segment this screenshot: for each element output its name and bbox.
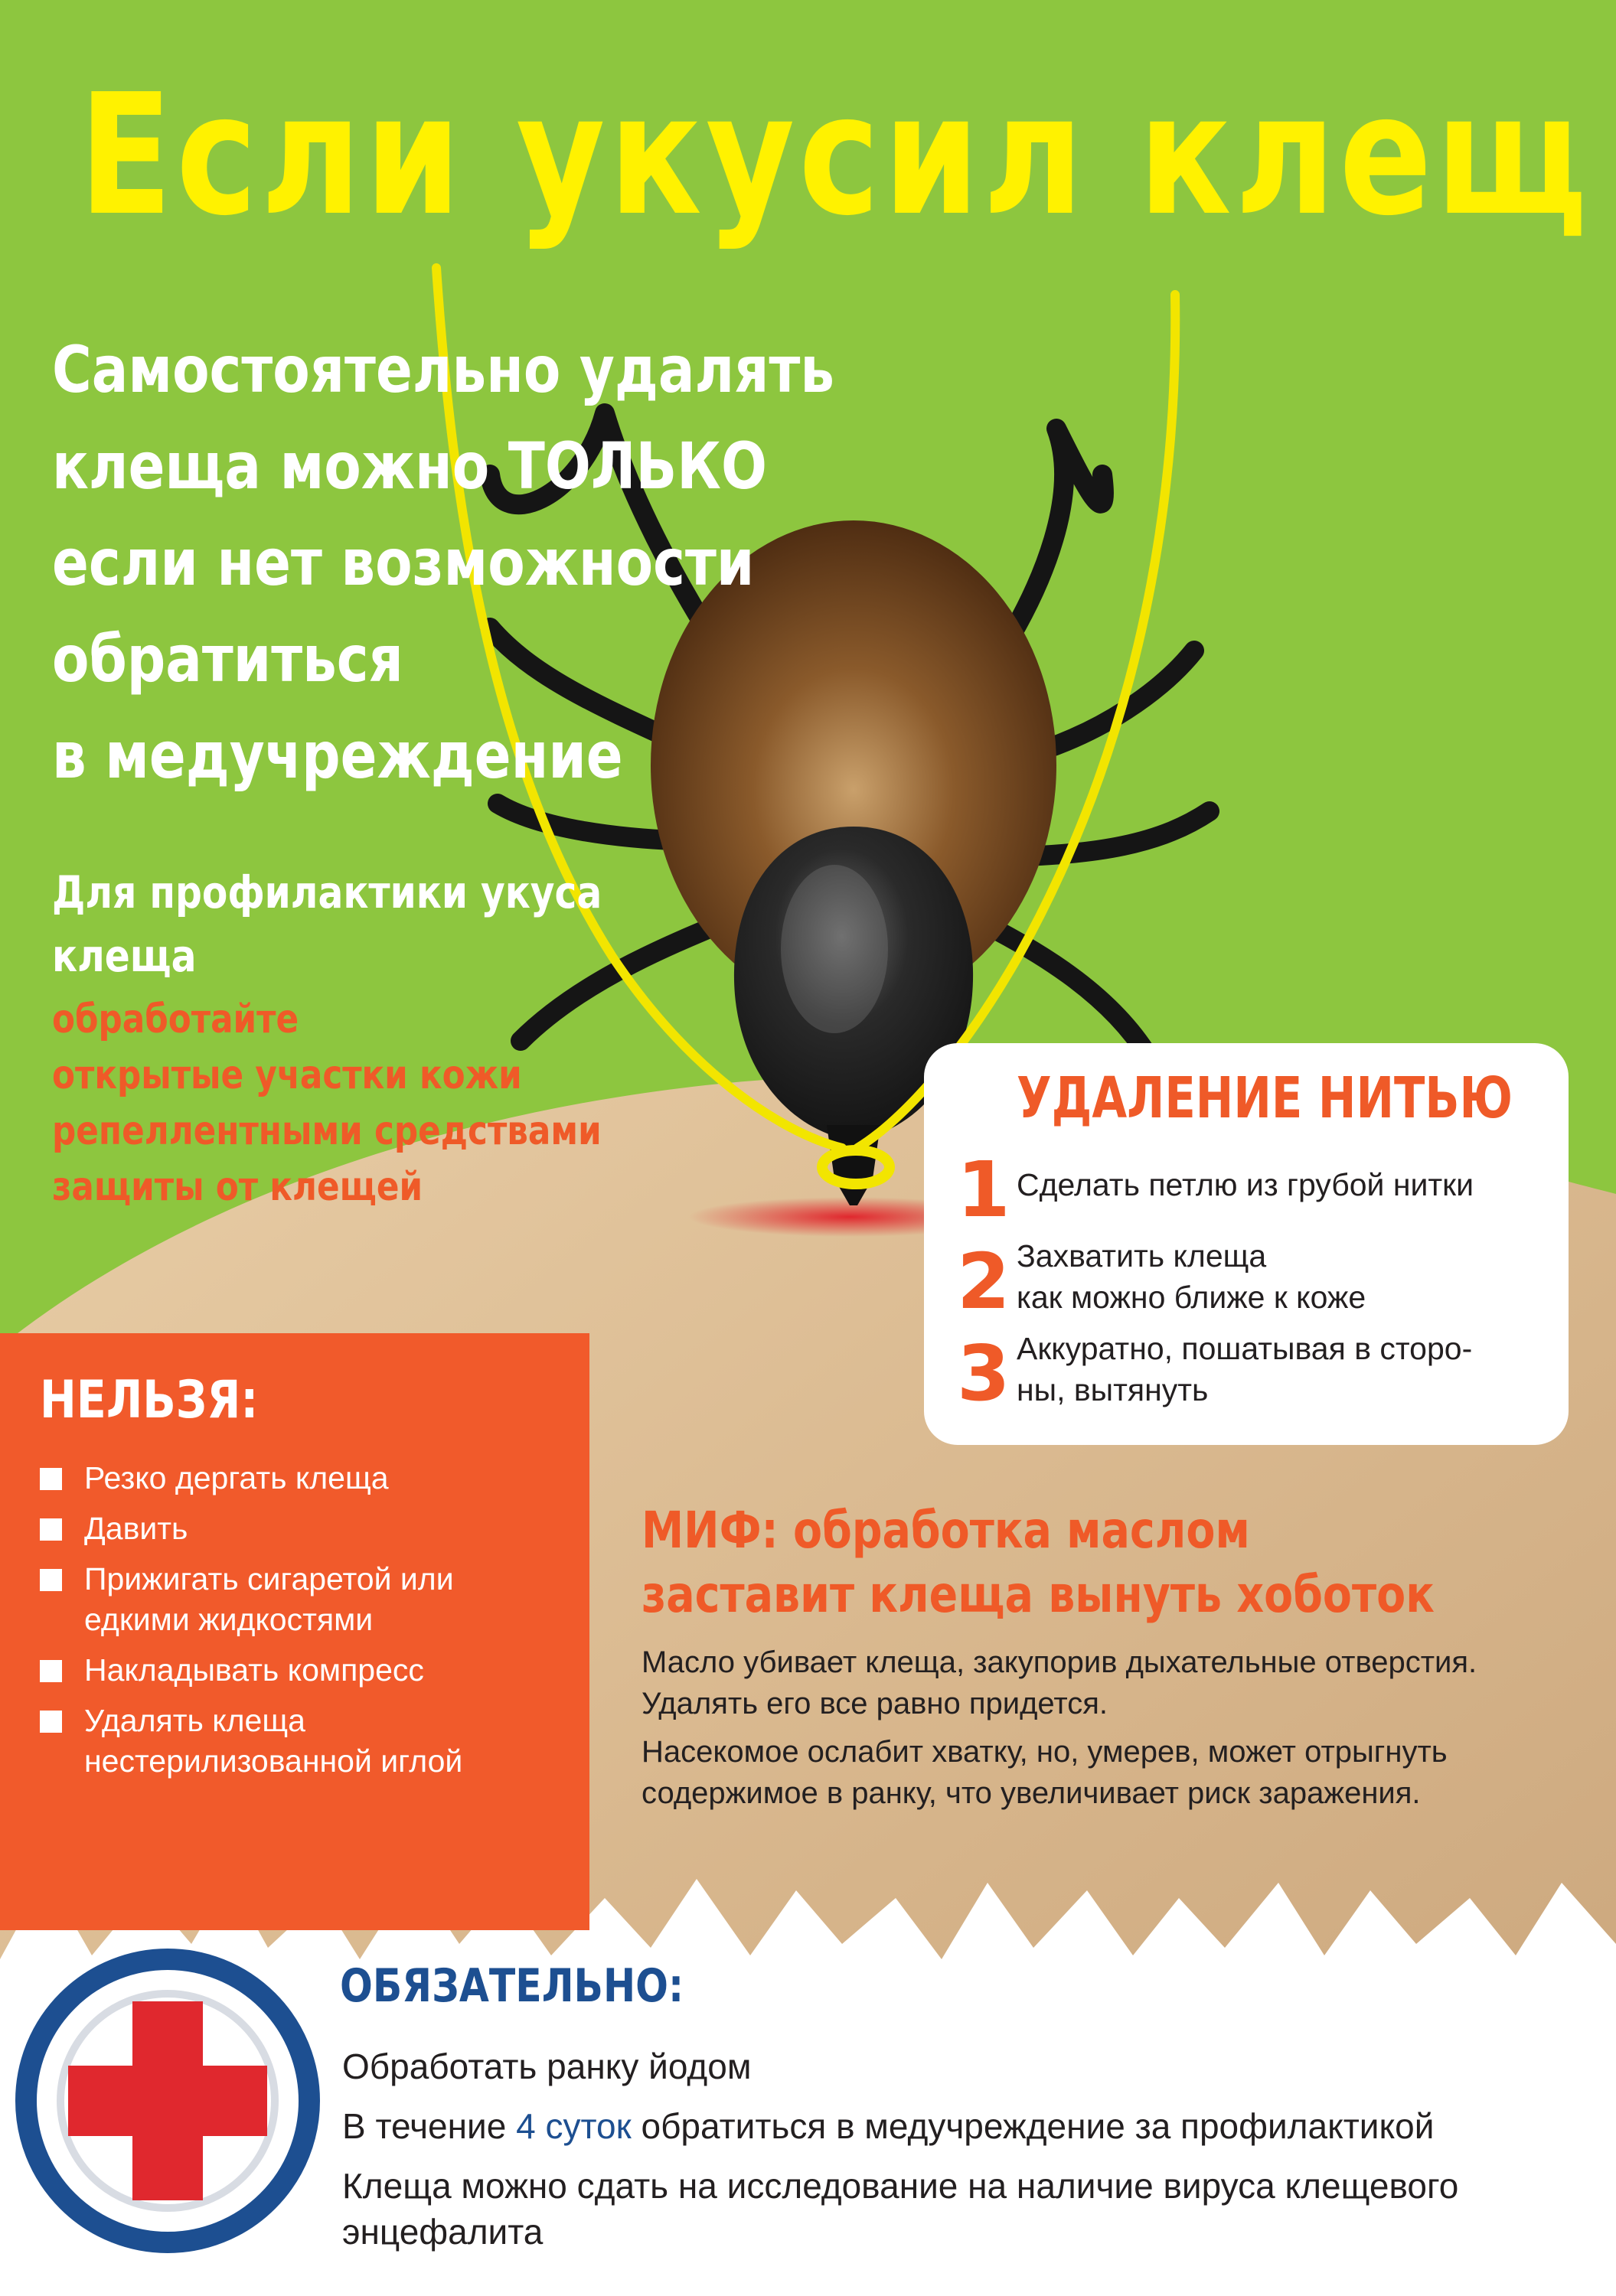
forbidden-item-line: Накладывать компресс xyxy=(84,1652,424,1688)
myth-paragraph xyxy=(642,1642,1591,1724)
myth-heading-line: МИФ: обработка маслом xyxy=(642,1501,1250,1560)
bullet-square-icon xyxy=(40,1711,62,1733)
forbidden-item xyxy=(40,1559,462,1640)
myth-line: Удалять его все равно придется. xyxy=(642,1687,1108,1720)
forbidden-item xyxy=(40,1458,462,1499)
warning-line: обратиться xyxy=(52,621,403,696)
prevention-highlight-line: обработайте xyxy=(52,996,299,1042)
forbidden-item-line: Давить xyxy=(84,1511,188,1546)
forbidden-item-line: едкими жидкостями xyxy=(84,1602,374,1637)
forbidden-item xyxy=(40,1650,462,1691)
prevention-highlight-line: открытые участки кожи xyxy=(52,1052,522,1098)
myth-line: Масло убивает клеща, закупорив дыхательные отверстия. xyxy=(642,1645,1477,1679)
prevention-highlight xyxy=(52,992,602,1215)
step-text xyxy=(1017,1328,1472,1411)
mandatory-text: обратиться в медучреждение за профилактикой xyxy=(631,2106,1435,2146)
myth-heading-line: заставит клеща вынуть хоботок xyxy=(642,1565,1435,1624)
mandatory-item xyxy=(342,2163,1605,2255)
mandatory-text: В течение xyxy=(342,2106,517,2146)
step-number: 1 xyxy=(957,1145,1010,1234)
step-line: Сделать петлю из грубой нитки xyxy=(1017,1167,1474,1202)
mandatory-item xyxy=(342,2103,1605,2149)
step-line: Аккуратно, пошатывая в сторо- xyxy=(1017,1331,1473,1366)
mandatory-line: энцефалита xyxy=(342,2212,544,2252)
step-text xyxy=(1017,1235,1366,1318)
forbidden-item xyxy=(40,1508,462,1549)
mandatory-item: Обработать ранку йодом xyxy=(342,2047,752,2086)
forbidden-item-line: Прижигать сигаретой или xyxy=(84,1561,454,1596)
forbidden-heading: НЕЛЬЗЯ: xyxy=(40,1370,259,1430)
step-line: ны, вытянуть xyxy=(1017,1372,1209,1407)
step-number: 3 xyxy=(957,1329,1010,1418)
bullet-square-icon xyxy=(40,1518,62,1541)
mandatory-line: Клеща можно сдать на исследование на наличие вируса клещевого xyxy=(342,2166,1459,2206)
forbidden-item xyxy=(40,1701,462,1782)
myth-line: Насекомое ослабит хватку, но, умерев, может отрыгнуть xyxy=(642,1735,1448,1769)
warning-line: Самостоятельно удалять xyxy=(52,332,834,407)
step-line: Захватить клеща xyxy=(1017,1238,1267,1274)
myth-paragraph xyxy=(642,1731,1591,1814)
myth-heading xyxy=(642,1499,1435,1627)
bullet-square-icon xyxy=(40,1660,62,1682)
step-text xyxy=(1017,1164,1474,1205)
warning-line: в медучреждение xyxy=(52,718,623,793)
bullet-square-icon xyxy=(40,1569,62,1591)
forbidden-item-line: Резко дергать клеща xyxy=(84,1460,389,1495)
warning-line: если нет возможности xyxy=(52,525,755,600)
prevention-highlight-line: репеллентными средствами xyxy=(52,1108,602,1154)
poster-title: Если укусил клещ xyxy=(79,59,1592,253)
mandatory-heading: ОБЯЗАТЕЛЬНО: xyxy=(340,1959,684,2013)
prevention-highlight-line: защиты от клещей xyxy=(52,1164,423,1210)
forbidden-item-line: Удалять клеща xyxy=(84,1703,305,1738)
prevention-line: клеща xyxy=(52,930,197,982)
thread-removal-heading: УДАЛЕНИЕ НИТЬЮ xyxy=(1017,1065,1513,1131)
forbidden-list xyxy=(40,1458,462,1792)
warning-text xyxy=(52,321,834,804)
prevention-line: Для профилактики укуса xyxy=(52,866,602,918)
medical-cross-icon xyxy=(26,1959,309,2242)
myth-line: содержимое в ранку, что увеличивает риск заражения. xyxy=(642,1776,1421,1810)
step-line: как можно ближе к коже xyxy=(1017,1280,1366,1315)
forbidden-item-line: нестерилизованной иглой xyxy=(84,1743,463,1779)
prevention-text xyxy=(52,861,602,988)
warning-line: клеща можно ТОЛЬКО xyxy=(52,429,767,504)
mandatory-highlight: 4 суток xyxy=(516,2106,632,2146)
bullet-square-icon xyxy=(40,1468,62,1490)
step-number: 2 xyxy=(957,1237,1010,1326)
